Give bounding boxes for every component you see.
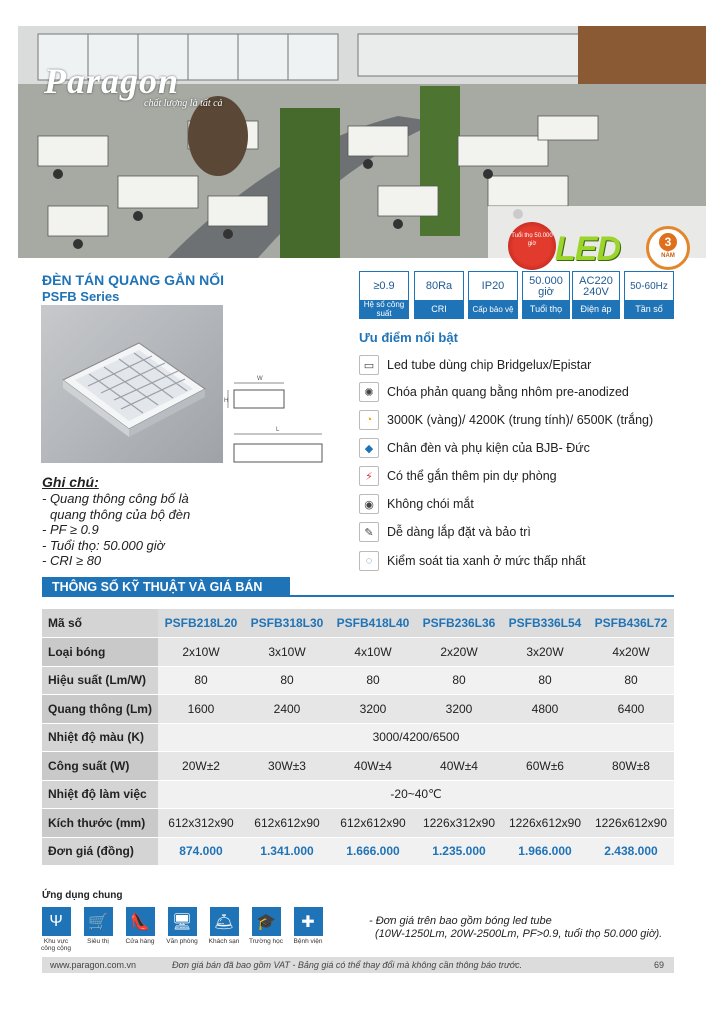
price-cell: 1.666.000 [330,837,416,866]
troffer-light-image [41,305,223,463]
model-code: PSFB336L54 [502,609,588,638]
note-line: quang thông của bộ đèn [50,506,191,522]
note-line: - CRI ≥ 80 [42,553,102,568]
product-series: PSFB Series [42,289,120,304]
dimension-drawing [226,372,326,466]
dim-length-label: L [276,427,280,433]
table-row: Hiệu suất (Lm/W) 80 80 80 80 80 80 [42,666,674,695]
hotel-icon: 🛎 [210,907,239,936]
spec-cri: 80Ra CRI [414,271,464,319]
diamond-icon: ◆ [359,438,379,458]
advantage-item: ✺ Chóa phản quang bằng nhôm pre-anodized [359,382,629,402]
emergency-icon: ⚡ [359,466,379,486]
model-code: PSFB418L40 [330,609,416,638]
advantage-item: ▭ Led tube dùng chip Bridgelux/Epistar [359,355,591,375]
app-shop: 👠 Cửa hàng [121,907,159,945]
product-title: ĐÈN TÁN QUANG GẮN NỔI [42,272,224,288]
app-supermarket: 🛒 Siêu thị [79,907,117,945]
footer-disclaimer: Đơn giá bán đã bao gồm VAT - Bảng giá có thể thay đổi mà không cần thông báo trước. [172,960,523,970]
notes-block [42,474,190,569]
app-public-area: Ψ Khu vực công cộng [37,907,75,952]
table-row: Kích thước (mm) 612x312x90 612x612x90 612x612x90 1226x312x90 1226x612x90 1226x612x90 [42,809,674,838]
price-cell: 1.235.000 [416,837,502,866]
model-code: PSFB236L36 [416,609,502,638]
advantage-item: ◔ 3000K (vàng)/ 4200K (trung tính)/ 6500K (trắng) [359,410,653,430]
shop-icon: 👠 [126,907,155,936]
advantage-item: ◌ Kiểm soát tia xanh ở mức thấp nhất [359,551,586,571]
led-chip-icon: ▭ [359,355,379,375]
price-note: - Đơn giá trên bao gồm bóng led tube (10W-1250Lm, 20W-2500Lm, PF>0.9, tuổi thọ 50.000 giờ). [369,915,663,940]
product-photo [41,305,223,463]
app-hospital: ✚ Bệnh viện [289,907,327,945]
model-code: PSFB318L30 [244,609,330,638]
website-link[interactable]: www.paragon.com.vn [50,960,137,970]
note-line: - Quang thông công bố là [42,491,189,506]
led-logo: LED [555,230,620,268]
spec-voltage: AC220 240V Điện áp [572,271,620,319]
advantage-item: ⚡ Có thể gắn thêm pin dự phòng [359,466,557,486]
price-cell: 874.000 [158,837,244,866]
table-row: Quang thông (Lm) 1600 2400 3200 3200 4800 6400 [42,695,674,724]
reflector-icon: ✺ [359,382,379,402]
table-row: Nhiệt độ làm việc -20~40℃ [42,780,674,809]
page-number: 69 [653,960,664,970]
advantage-item: ✎ Dễ dàng lắp đặt và bảo trì [359,522,531,542]
spec-price-table [42,609,674,866]
price-cell: 1.341.000 [244,837,330,866]
spec-ip-rating: IP20 Cấp bảo vệ [468,271,518,319]
app-office: 🖥 Văn phòng [163,907,201,945]
office-icon: 🖥 [168,907,197,936]
install-icon: ✎ [359,522,379,542]
page-footer [42,957,674,973]
table-row: Loại bóng 2x10W 3x10W 4x10W 2x20W 3x20W 4x20W [42,638,674,667]
paragon-logo: Paragon [44,61,180,101]
table-row: Công suất (W) 20W±2 30W±3 40W±4 40W±4 60W±6 80W±8 [42,752,674,781]
model-code: PSFB218L20 [158,609,244,638]
advantage-item: ◉ Không chói mắt [359,494,474,514]
notes-title: Ghi chú: [42,474,99,490]
color-temp-icon: ◔ [359,410,379,430]
price-cell: 1.966.000 [502,837,588,866]
price-row: Đơn giá (đồng) 874.000 1.341.000 1.666.000 1.235.000 1.966.000 2.438.000 [42,837,674,866]
brand-slogan: chất lượng là tất cả [144,98,223,109]
spec-power-factor: ≥0.9 Hệ số công suất [359,271,409,319]
model-code: PSFB436L72 [588,609,674,638]
eye-icon: ◉ [359,494,379,514]
blue-light-icon: ◌ [359,551,379,571]
section-divider [42,595,674,597]
table-row: Nhiệt độ màu (K) 3000/4200/6500 [42,723,674,752]
section-title-specs: THÔNG SỐ KỸ THUẬT VÀ GIÁ BÁN [42,577,290,597]
app-hotel: 🛎 Khách sạn [205,907,243,945]
price-cell: 2.438.000 [588,837,674,866]
lifetime-badge: Tuổi thọ 50.000 giờ [508,222,556,270]
supermarket-icon: 🛒 [84,907,113,936]
public-area-icon: Ψ [42,907,71,936]
warranty-label: NĂM [661,253,675,259]
spec-lifetime: 50.000 giờ Tuổi thọ [522,271,570,319]
note-line: - PF ≥ 0.9 [42,522,99,537]
note-line: - Tuổi thọ: 50.000 giờ [42,537,165,553]
warranty-badge [646,226,690,270]
dim-width-label: W [257,376,263,382]
advantages-title: Ưu điểm nổi bật [359,330,458,345]
applications-title: Ứng dụng chung [42,890,123,901]
warranty-years: 3 [659,233,677,251]
table-header-row: Mã số PSFB218L20 PSFB318L30 PSFB418L40 PSFB236L36 PSFB336L54 PSFB436L72 [42,609,674,638]
app-school: 🎓 Trường học [247,907,285,945]
school-icon: 🎓 [252,907,281,936]
hospital-icon: ✚ [294,907,323,936]
dim-height-label: H [224,398,229,404]
advantage-item: ◆ Chân đèn và phụ kiện của BJB- Đức [359,438,590,458]
spec-frequency: 50-60Hz Tần số [624,271,674,319]
hero-banner [18,26,706,268]
